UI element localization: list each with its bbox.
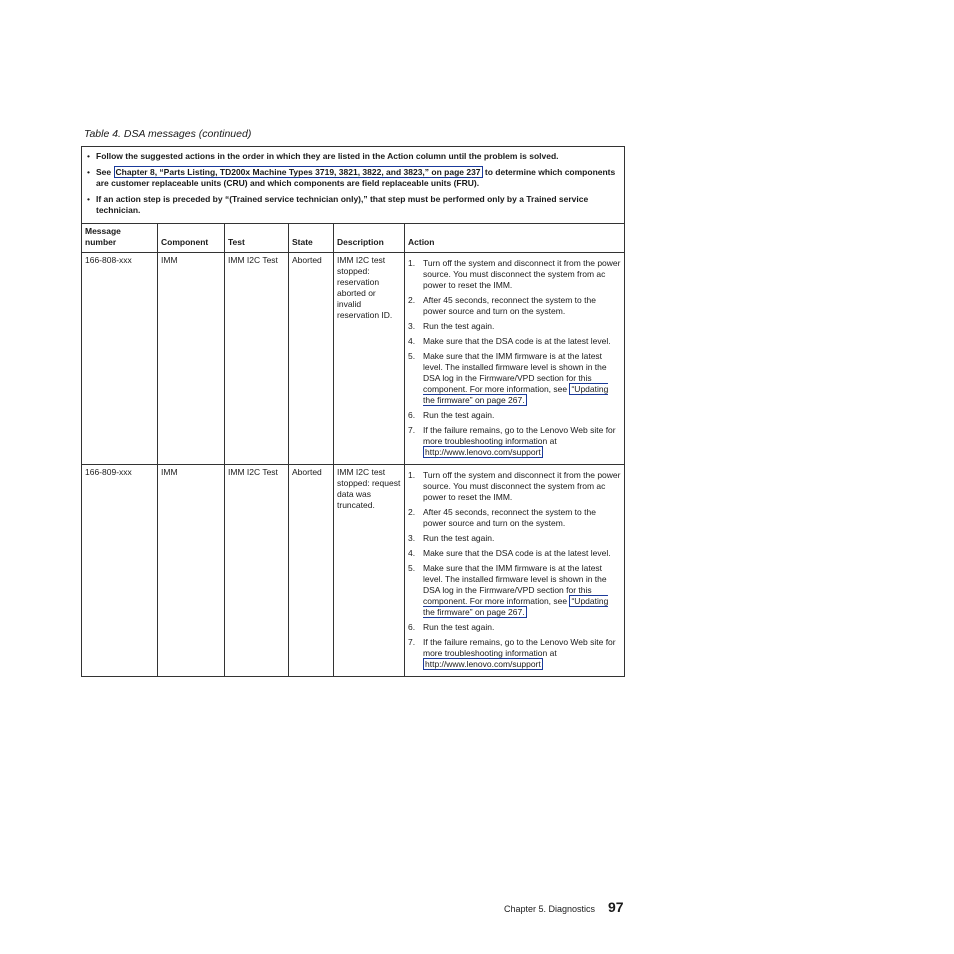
action-step	[408, 548, 621, 559]
cell-component: IMM	[158, 253, 225, 465]
step-number: 7.	[408, 637, 416, 647]
step-number: 6.	[408, 622, 416, 632]
parts-listing-link[interactable]: Chapter 8, “Parts Listing, TD200x Machine Types 3719, 3821, 3822, and 3823,” on page 237	[115, 167, 481, 177]
step-text: Run the test again.	[423, 321, 495, 331]
header-component: Component	[158, 224, 225, 253]
note-text: See	[96, 167, 114, 177]
step-text: Make sure that the IMM firmware is at the latest level. The installed firmware level is shown in the DSA log in the Firmware/VPD section for this component. For more information, see	[423, 351, 607, 394]
table-caption: Table 4. DSA messages (continued)	[84, 128, 252, 140]
step-number: 7.	[408, 425, 416, 435]
step-text: After 45 seconds, reconnect the system to the power source and turn on the system.	[423, 507, 596, 528]
note-item	[85, 194, 621, 216]
step-number: 5.	[408, 351, 416, 361]
header-message-number: Message number	[82, 224, 158, 253]
step-text: Make sure that the IMM firmware is at the latest level. The installed firmware level is shown in the DSA log in the Firmware/VPD section for this component. For more information, see	[423, 563, 607, 606]
header-description: Description	[334, 224, 405, 253]
action-step	[408, 637, 621, 670]
cell-test: IMM I2C Test	[225, 465, 289, 677]
table-row	[82, 253, 625, 465]
step-number: 2.	[408, 507, 416, 517]
cell-message-number: 166-809-xxx	[82, 465, 158, 677]
step-text: Run the test again.	[423, 410, 495, 420]
step-number: 1.	[408, 470, 416, 480]
action-step	[408, 336, 621, 347]
cell-test: IMM I2C Test	[225, 253, 289, 465]
action-step	[408, 410, 621, 421]
notes-list	[85, 151, 621, 216]
cell-message-number: 166-808-xxx	[82, 253, 158, 465]
step-number: 3.	[408, 533, 416, 543]
header-action: Action	[405, 224, 625, 253]
dsa-messages-table	[81, 146, 625, 677]
step-link[interactable]: http://www.lenovo.com/support	[425, 447, 541, 457]
step-text: If the failure remains, go to the Lenovo Web site for more troubleshooting information at	[423, 637, 616, 658]
action-list	[408, 255, 621, 458]
action-step	[408, 533, 621, 544]
cell-state: Aborted	[289, 465, 334, 677]
action-step	[408, 507, 621, 529]
step-text: Turn off the system and disconnect it from the power source. You must disconnect the system from ac power to reset the IMM.	[423, 258, 621, 290]
action-step	[408, 425, 621, 458]
cell-state: Aborted	[289, 253, 334, 465]
note-text: to determine which components are customer replaceable units (CRU) and which components are field replaceable units (FRU).	[96, 167, 616, 188]
step-text: After 45 seconds, reconnect the system to the power source and turn on the system.	[423, 295, 596, 316]
step-link[interactable]: “Updating the firmware” on page 267.	[423, 596, 609, 617]
cell-action	[405, 465, 625, 677]
step-text: Run the test again.	[423, 622, 495, 632]
step-number: 2.	[408, 295, 416, 305]
step-number: 5.	[408, 563, 416, 573]
action-step	[408, 622, 621, 633]
notes-row	[82, 147, 625, 224]
step-number: 4.	[408, 336, 416, 346]
notes-cell	[82, 147, 625, 224]
action-step	[408, 258, 621, 291]
step-number: 1.	[408, 258, 416, 268]
action-step	[408, 321, 621, 332]
cell-action	[405, 253, 625, 465]
page-number: 97	[608, 899, 624, 915]
note-text: If an action step is preceded by “(Trained service technician only),” that step must be performed only by a Trained service technician.	[96, 194, 589, 215]
step-text: Make sure that the DSA code is at the latest level.	[423, 336, 611, 346]
action-step	[408, 563, 621, 618]
step-number: 4.	[408, 548, 416, 558]
step-text: Make sure that the DSA code is at the latest level.	[423, 548, 611, 558]
step-number: 3.	[408, 321, 416, 331]
action-list	[408, 467, 621, 670]
cell-description: IMM I2C test stopped: request data was truncated.	[334, 465, 405, 677]
footer-chapter: Chapter 5. Diagnostics	[504, 904, 596, 914]
table-body	[82, 253, 625, 677]
action-step	[408, 351, 621, 406]
note-item	[85, 151, 621, 162]
action-step	[408, 470, 621, 503]
action-step	[408, 295, 621, 317]
cell-description: IMM I2C test stopped: reservation aborted or invalid reservation ID.	[334, 253, 405, 465]
note-text: Follow the suggested actions in the order in which they are listed in the Action column until the problem is solved.	[96, 151, 559, 161]
note-item	[85, 167, 621, 189]
step-text: Turn off the system and disconnect it from the power source. You must disconnect the system from ac power to reset the IMM.	[423, 470, 621, 502]
step-text: Run the test again.	[423, 533, 495, 543]
step-number: 6.	[408, 410, 416, 420]
header-test: Test	[225, 224, 289, 253]
table-row	[82, 465, 625, 677]
cell-component: IMM	[158, 465, 225, 677]
header-row	[82, 224, 625, 253]
step-link[interactable]: “Updating the firmware” on page 267.	[423, 384, 609, 405]
step-link[interactable]: http://www.lenovo.com/support	[425, 659, 541, 669]
header-state: State	[289, 224, 334, 253]
step-text: If the failure remains, go to the Lenovo Web site for more troubleshooting information at	[423, 425, 616, 446]
